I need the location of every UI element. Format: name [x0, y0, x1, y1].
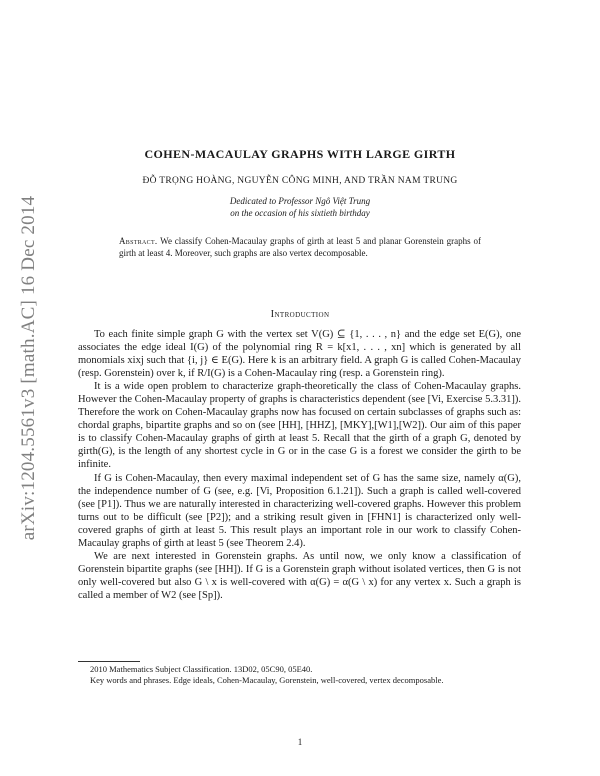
introduction-body: [78, 328, 521, 602]
dedication-line-2: on the occasion of his sixtieth birthday: [230, 207, 370, 218]
abstract: [119, 236, 481, 260]
section-heading-introduction: Introduction: [270, 309, 330, 320]
abstract-text: We classify Cohen-Macaulay graphs of girth at least 5 and planar Gorenstein graphs of girth at least 4. Moreover, such graphs are also vertex decomposable.: [119, 236, 481, 258]
paper-title: COHEN-MACAULAY GRAPHS WITH LARGE GIRTH: [144, 147, 456, 161]
footnotes: [78, 664, 521, 685]
arxiv-stamp-text: arXiv:1204.5561v3 [math.AC] 16 Dec 2014: [18, 195, 39, 541]
footnote-keywords: Key words and phrases. Edge ideals, Cohen-Macaulay, Gorenstein, well-covered, vertex decomposable.: [90, 674, 444, 685]
arxiv-stamp: [14, 178, 44, 558]
page-number: 1: [297, 737, 303, 747]
paragraph: If G is Cohen-Macaulay, then every maximal independent set of G has the same size, namely α(G), the independence number of G (see, e.g. [Vi, Proposition 6.1.21]). Such a graph is called well-covered (see [P1]). Thus we are naturally interested in characterizing well-covered graphs. However this problem turns out to be difficult (see [P2]); and a striking result given in [FHN1] is characterized only well-covered graphs of girth at least 5. This result plays an important role in our work to classify Cohen-Macaulay graphs of girth at least 5 (see Theorem 2.4).: [78, 472, 521, 549]
paragraph: It is a wide open problem to characterize graph-theoretically the class of Cohen-Macaulay graphs. However the Cohen-Macaulay property of graphs is characteristics dependent (see [Vi, Exercise 5.3.31]). Therefore the work on Cohen-Macaulay graphs now has focused on certain subclasses of graphs such as: chordal graphs, bipartite graphs and so on (see [HH], [HHZ], [MKY],[W1],[W2]). Our aim of this paper is to classify Cohen-Macaulay graphs of girth at least 5. Recall that the girth of a graph G, denoted by girth(G), is the length of any shortest cycle in G or in the case G is a forest we consider the girth to be infinite.: [78, 381, 521, 471]
abstract-heading: Abstract.: [119, 236, 158, 246]
footnote-msc: 2010 Mathematics Subject Classification. 13D02, 05C90, 05E40.: [90, 664, 313, 674]
footnote-rule: [78, 661, 140, 662]
author-list: ĐỖ TRỌNG HOÀNG, NGUYỄN CÔNG MINH, AND TRẦN NAM TRUNG: [142, 176, 458, 186]
dedication-line-1: Dedicated to Professor Ngô Việt Trung: [229, 196, 371, 206]
paragraph: We are next interested in Gorenstein graphs. As until now, we only know a classification of Gorenstein bipartite graphs (see [HH]). If G is a Gorenstein graph without isolated vertices, then G is not only well-covered but also G \ x is well-covered with α(G) = α(G \ x) for any vertex x. Such a graph is called a member of W2 (see [Sp]).: [78, 550, 521, 601]
paragraph: To each finite simple graph G with the vertex set V(G) ⊆ {1, . . . , n} and the edge set E(G), one associates the edge ideal I(G) of the polynomial ring R = k[x1, . . . , xn] which is generated by all monomials xixj such that {i, j} ∈ E(G). Here k is an arbitrary field. A graph G is called Cohen-Macaulay (resp. Gorenstein) over k, if R/I(G) is a Cohen-Macaulay ring (resp. a Gorenstein ring).: [78, 329, 521, 380]
dedication: [90, 196, 510, 219]
